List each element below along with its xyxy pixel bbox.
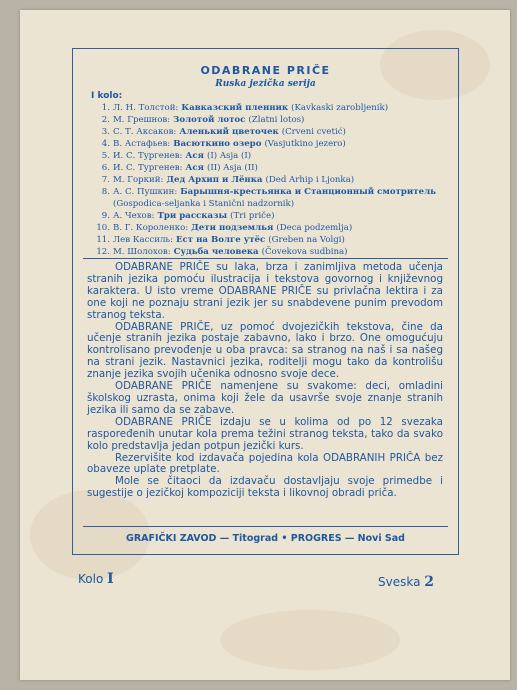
kolo-label: Kolo xyxy=(78,572,104,586)
series-subtitle: Ruska jezička serija xyxy=(215,79,316,89)
book-author: В. Астафьев: xyxy=(113,139,171,149)
book-title-russian: Васюткино озеро xyxy=(173,139,262,149)
book-number: 5. xyxy=(101,151,110,161)
book-list-item xyxy=(95,126,455,138)
book-author: Л. Н. Толстой: xyxy=(113,103,179,113)
book-list-item xyxy=(95,210,455,222)
book-number: 6. xyxy=(101,163,110,173)
book-title-serbian: (Vasjutkino jezero) xyxy=(264,139,346,149)
book-title-russian: Судьба человека xyxy=(173,247,259,257)
book-number: 3. xyxy=(101,127,110,137)
book-title-serbian: (Gospodica-seljanka i Stanični nadzornik) xyxy=(113,199,295,209)
book-list-item xyxy=(95,174,455,186)
book-number: 11. xyxy=(96,235,110,245)
description-paragraph: Mole se čitaoci da izdavaču dostavljaju svoje primedbe i sugestije o jezičkoj kompoziciji teksta i likovnoj obradi priča. xyxy=(87,475,443,500)
book-list xyxy=(95,102,455,258)
book-title-russian: Ася xyxy=(185,163,205,173)
book-title-russian: Барышня-крестьянка и Станционный смотритель xyxy=(180,187,436,197)
book-list-item xyxy=(95,102,455,114)
divider-top xyxy=(83,258,448,259)
kolo-value: I xyxy=(107,571,114,587)
book-list-item xyxy=(95,234,455,246)
sveska-value: 2 xyxy=(424,574,435,590)
book-author: М. Грешнов: xyxy=(113,115,171,125)
book-author: И. С. Тургенев: xyxy=(113,151,183,161)
book-title-russian: Три рассказы xyxy=(157,211,228,221)
book-title-serbian: (Zlatni lotos) xyxy=(248,115,305,125)
series-title: ODABRANE PRIČE xyxy=(200,64,331,77)
book-title-russian: Ест на Волге утёс xyxy=(176,235,266,245)
book-number: 8. xyxy=(101,187,110,197)
series-info-frame xyxy=(72,48,459,555)
book-title-russian: Кавказский пленник xyxy=(181,103,289,113)
book-number: 12. xyxy=(96,247,110,257)
book-title-serbian: (I) Asja (I) xyxy=(207,151,252,161)
book-title-serbian: (Tri priče) xyxy=(230,211,275,221)
book-title-serbian: (Kavkaski zarobljenik) xyxy=(291,103,389,113)
description-text xyxy=(87,262,443,500)
publisher-line: GRAFIČKI ZAVOD — Titograd • PROGRES — Novi Sad xyxy=(126,533,405,544)
book-title-russian: Аленький цветочек xyxy=(179,127,279,137)
kolo-list-label: I kolo: xyxy=(91,91,123,101)
book-author: И. С. Тургенев: xyxy=(113,163,183,173)
divider-bottom xyxy=(83,526,448,527)
book-author: А. С. Пушкин: xyxy=(113,187,178,197)
book-author: А. Чехов: xyxy=(113,211,155,221)
book-title-serbian: (Deca podzemlja) xyxy=(276,223,353,233)
book-list-item xyxy=(95,138,455,150)
book-number: 10. xyxy=(96,223,110,233)
description-paragraph: ODABRANE PRIČE namenjene su svakome: deci, omladini školskog uzrasta, onima koji žele da usavrše svoje znanje stranih jezika ili samo da se zabave. xyxy=(87,380,443,416)
book-list-item xyxy=(95,162,455,174)
kolo-indicator xyxy=(78,571,114,587)
book-author: С. Т. Аксаков: xyxy=(113,127,177,137)
book-title-serbian: (II) Asja (II) xyxy=(207,163,258,173)
book-title-russian: Дед Архип и Лёнка xyxy=(166,175,263,185)
sveska-indicator xyxy=(378,574,434,590)
book-list-item xyxy=(95,150,455,162)
description-paragraph: ODABRANE PRIČE, uz pomoć dvojezičkih tekstova, čine da učenje stranih jezika postaje zabavno, lako i brzo. One omogućuju kontrolisano prevođenje u oba pravca: sa stranog na naš i sa našeg na strani jezik. Nastavnici jezika, roditelji mogu tako da kontrolišu znanje jezika svojih učenika odnosno svoje dece. xyxy=(87,320,443,381)
book-list-item xyxy=(95,186,455,210)
description-paragraph: ODABRANE PRIČE izdaju se u kolima od po 12 svezaka raspoređenih unutar kola prema težini stranog teksta, tako da svako kolo predstavlja jedan potpun jezički kurs. xyxy=(87,415,443,452)
book-title-serbian: (Ded Arhip i Ljonka) xyxy=(265,175,355,185)
book-author: М. Шолохов: xyxy=(113,247,171,257)
description-paragraph: Rezervišite kod izdavača pojedina kola ODABRANIH PRIČA bez obaveze uplate pretplate. xyxy=(87,451,443,476)
book-number: 4. xyxy=(101,139,110,149)
book-number: 1. xyxy=(101,103,110,113)
book-title-serbian: (Greben na Volgi) xyxy=(268,235,345,245)
description-paragraph: ODABRANE PRIČE su laka, brza i zanimljiva metoda učenja stranih jezika pomoću ilustracija i tekstova govornog i književnog karaktera. U isto vreme ODABRANE PRIČE su privlačna lektira i za one koji ne poznaju strani jezik jer su snabdevene punim prevodom stranog teksta. xyxy=(87,261,443,321)
book-title-serbian: (Čovekova sudbina) xyxy=(261,247,348,257)
book-author: Лев Кассиль: xyxy=(113,235,173,245)
book-list-item xyxy=(95,246,455,258)
book-number: 9. xyxy=(101,211,110,221)
book-number: 2. xyxy=(101,115,110,125)
book-author: М. Горкий: xyxy=(113,175,164,185)
book-author: В. Г. Короленко: xyxy=(113,223,189,233)
book-number: 7. xyxy=(101,175,110,185)
book-title-russian: Ася xyxy=(185,151,205,161)
sveska-label: Sveska xyxy=(378,575,421,589)
book-list-item xyxy=(95,114,455,126)
paper-stain xyxy=(220,610,400,670)
book-list-item xyxy=(95,222,455,234)
book-title-russian: Золотой лотос xyxy=(173,115,246,125)
book-title-russian: Дети подземлья xyxy=(191,223,274,233)
book-title-serbian: (Crveni cvetić) xyxy=(281,127,346,137)
